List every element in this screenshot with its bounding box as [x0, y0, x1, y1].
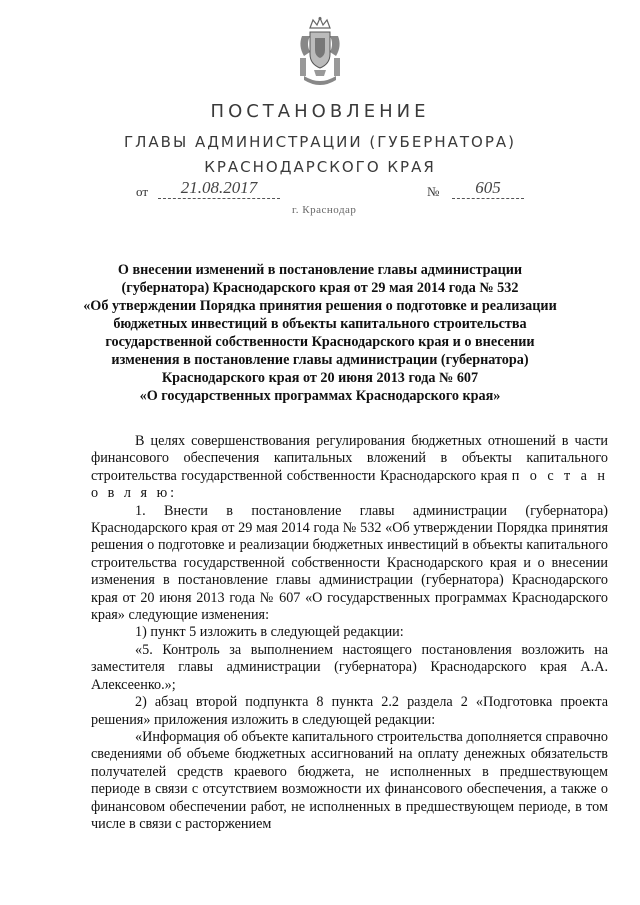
item-1-paragraph: 1. Внести в постановление главы администрации (губернатора) Краснодарского края от 29 мая 2014 года № 532 «Об утверждении Порядка принятия решения о подготовке и реализации бюджетных инвестиций в объекты капитального строительства государственной собственности Краснодарского края и о внесении изменения в постановление главы администрации (губернатора) Краснодарского края от 20 июня 2013 года № 607 «О государственных программах Краснодарского края» следующие изменения:: [91, 502, 608, 624]
title-line: бюджетных инвестиций в объекты капитального строительства: [113, 316, 527, 332]
title-line: О внесении изменений в постановление главы администрации: [117, 262, 523, 278]
decree-word: п о с т а н о в л я ю:: [91, 467, 608, 502]
city-label: г. Краснодар: [292, 204, 357, 216]
issuer-heading: ГЛАВЫ АДМИНИСТРАЦИИ (ГУБЕРНАТОРА): [123, 133, 517, 151]
title-line: «Об утверждении Порядка принятия решения о подготовке и реализации: [83, 298, 557, 314]
subitem-2-paragraph: 2) абзац второй подпункта 8 пункта 2.2 раздела 2 «Подготовка проекта решения» приложения изложить в следующей редакции:: [91, 694, 608, 728]
document-body: [91, 433, 608, 833]
coat-of-arms-emblem: [296, 16, 344, 90]
intro-text: В целях совершенствования регулирования бюджетных отношений в части финансового обеспечения капитальных вложений в объекты капитального строительства государственной собственности Краснодарского края: [91, 433, 608, 484]
subitem-1-paragraph: 1) пункт 5 изложить в следующей редакции:: [135, 624, 404, 641]
quote-2-paragraph: «Информация об объекте капитального строительства дополняется справочно сведениями об объеме бюджетных ассигнований на оплату денежных обязательств получателей средств краевого бюджета, не исполненных в предшествующем периоде в связи с отсутствием возможности их финансового обеспечения, а также о финансовом обеспечении работ, не исполненных в предшествующем периоде, в том числе в связи с расторжением: [91, 728, 608, 832]
intro-paragraph: [91, 433, 608, 503]
document-type-heading: ПОСТАНОВЛЕНИЕ: [210, 101, 430, 122]
document-title: [60, 261, 580, 405]
region-heading: КРАСНОДАРСКОГО КРАЯ: [204, 158, 436, 176]
date-prefix: от: [136, 184, 149, 199]
title-line: изменения в постановление главы администрации (губернатора): [111, 352, 529, 368]
document-date: 21.08.2017: [158, 178, 280, 199]
title-line: государственной собственности Краснодарского края и о внесении: [105, 334, 535, 350]
title-line: Краснодарского края от 20 июня 2013 года № 607: [161, 370, 479, 386]
title-line: «О государственных программах Краснодарского края»: [139, 388, 501, 404]
title-line: (губернатора) Краснодарского края от 29 мая 2014 года № 532: [121, 280, 519, 296]
quote-1-paragraph: «5. Контроль за выполнением настоящего постановления возложить на заместителя главы администрации (губернатора) Краснодарского края А.А. Алексеенко.»;: [91, 641, 608, 693]
document-number: 605: [452, 178, 524, 199]
number-prefix: №: [427, 184, 440, 199]
